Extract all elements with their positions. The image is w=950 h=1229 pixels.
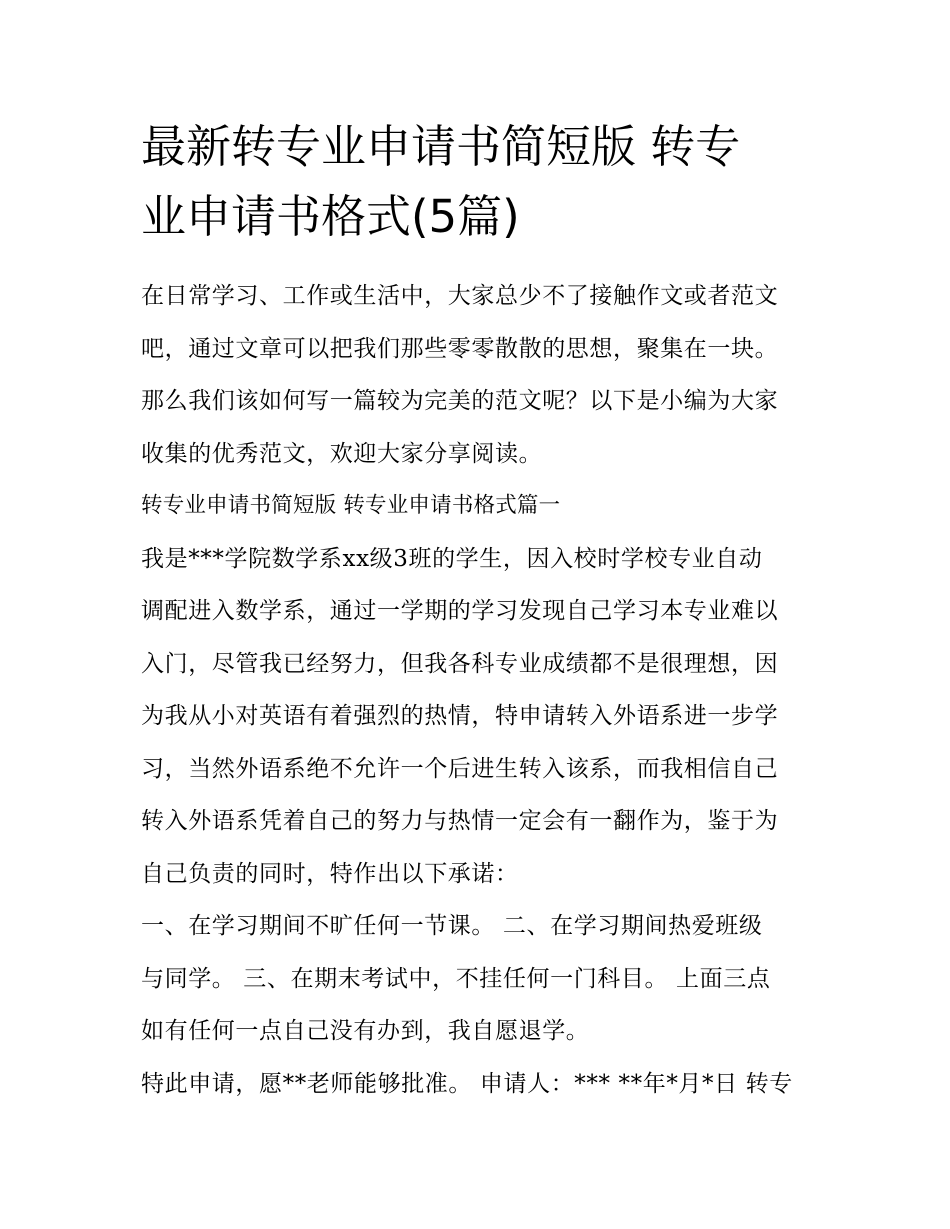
body-line: 入门，尽管我已经努力，但我各科专业成绩都不是很理想，因 bbox=[141, 650, 779, 677]
body-line: 习，当然外语系绝不允许一个后进生转入该系，而我相信自己 bbox=[141, 755, 779, 782]
document-title bbox=[141, 112, 813, 252]
body-line: 特此申请，愿**老师能够批准。 申请人：*** **年*月*日 转专 bbox=[141, 1070, 793, 1097]
intro-line: 在日常学习、工作或生活中，大家总少不了接触作文或者范文 bbox=[141, 283, 779, 309]
body-line: 为我从小对英语有着强烈的热情，特申请转入外语系进一步学 bbox=[141, 703, 779, 729]
body-line: 如有任何一点自己没有办到，我自愿退学。 bbox=[141, 1018, 590, 1044]
body-line: 转入外语系凭着自己的努力与热情一定会有一翻作为，鉴于为 bbox=[141, 808, 779, 834]
body-paragraph-3 bbox=[141, 1058, 813, 1111]
body-line: 一、在学习期间不旷任何一节课。 二、在学习期间热爱班级 bbox=[141, 913, 763, 939]
body-paragraph-1 bbox=[141, 533, 813, 901]
title-line-1: 最新转专业申请书简短版 转专 bbox=[141, 120, 741, 173]
intro-line: 收集的优秀范文，欢迎大家分享阅读。 bbox=[141, 440, 543, 467]
intro-paragraph bbox=[141, 270, 813, 480]
body-line: 我是***学院数学系xx级3班的学生，因入校时学校专业自动 bbox=[141, 545, 763, 572]
body-line: 自己负责的同时，特作出以下承诺： bbox=[141, 860, 519, 887]
document-page bbox=[141, 112, 813, 1110]
title-line-2: 业申请书格式(5篇) bbox=[141, 190, 520, 243]
intro-line: 吧，通过文章可以把我们那些零零散散的思想，聚集在一块。 bbox=[141, 335, 779, 362]
section-heading: 转专业申请书简短版 转专业申请书格式篇一 bbox=[141, 493, 561, 518]
body-line: 与同学。 三、在期末考试中，不挂任何一门科目。 上面三点 bbox=[141, 965, 771, 992]
intro-line: 那么我们该如何写一篇较为完美的范文呢？以下是小编为大家 bbox=[141, 388, 779, 414]
body-paragraph-2 bbox=[141, 900, 813, 1058]
body-line: 调配进入数学系，通过一学期的学习发现自己学习本专业难以 bbox=[141, 598, 779, 624]
